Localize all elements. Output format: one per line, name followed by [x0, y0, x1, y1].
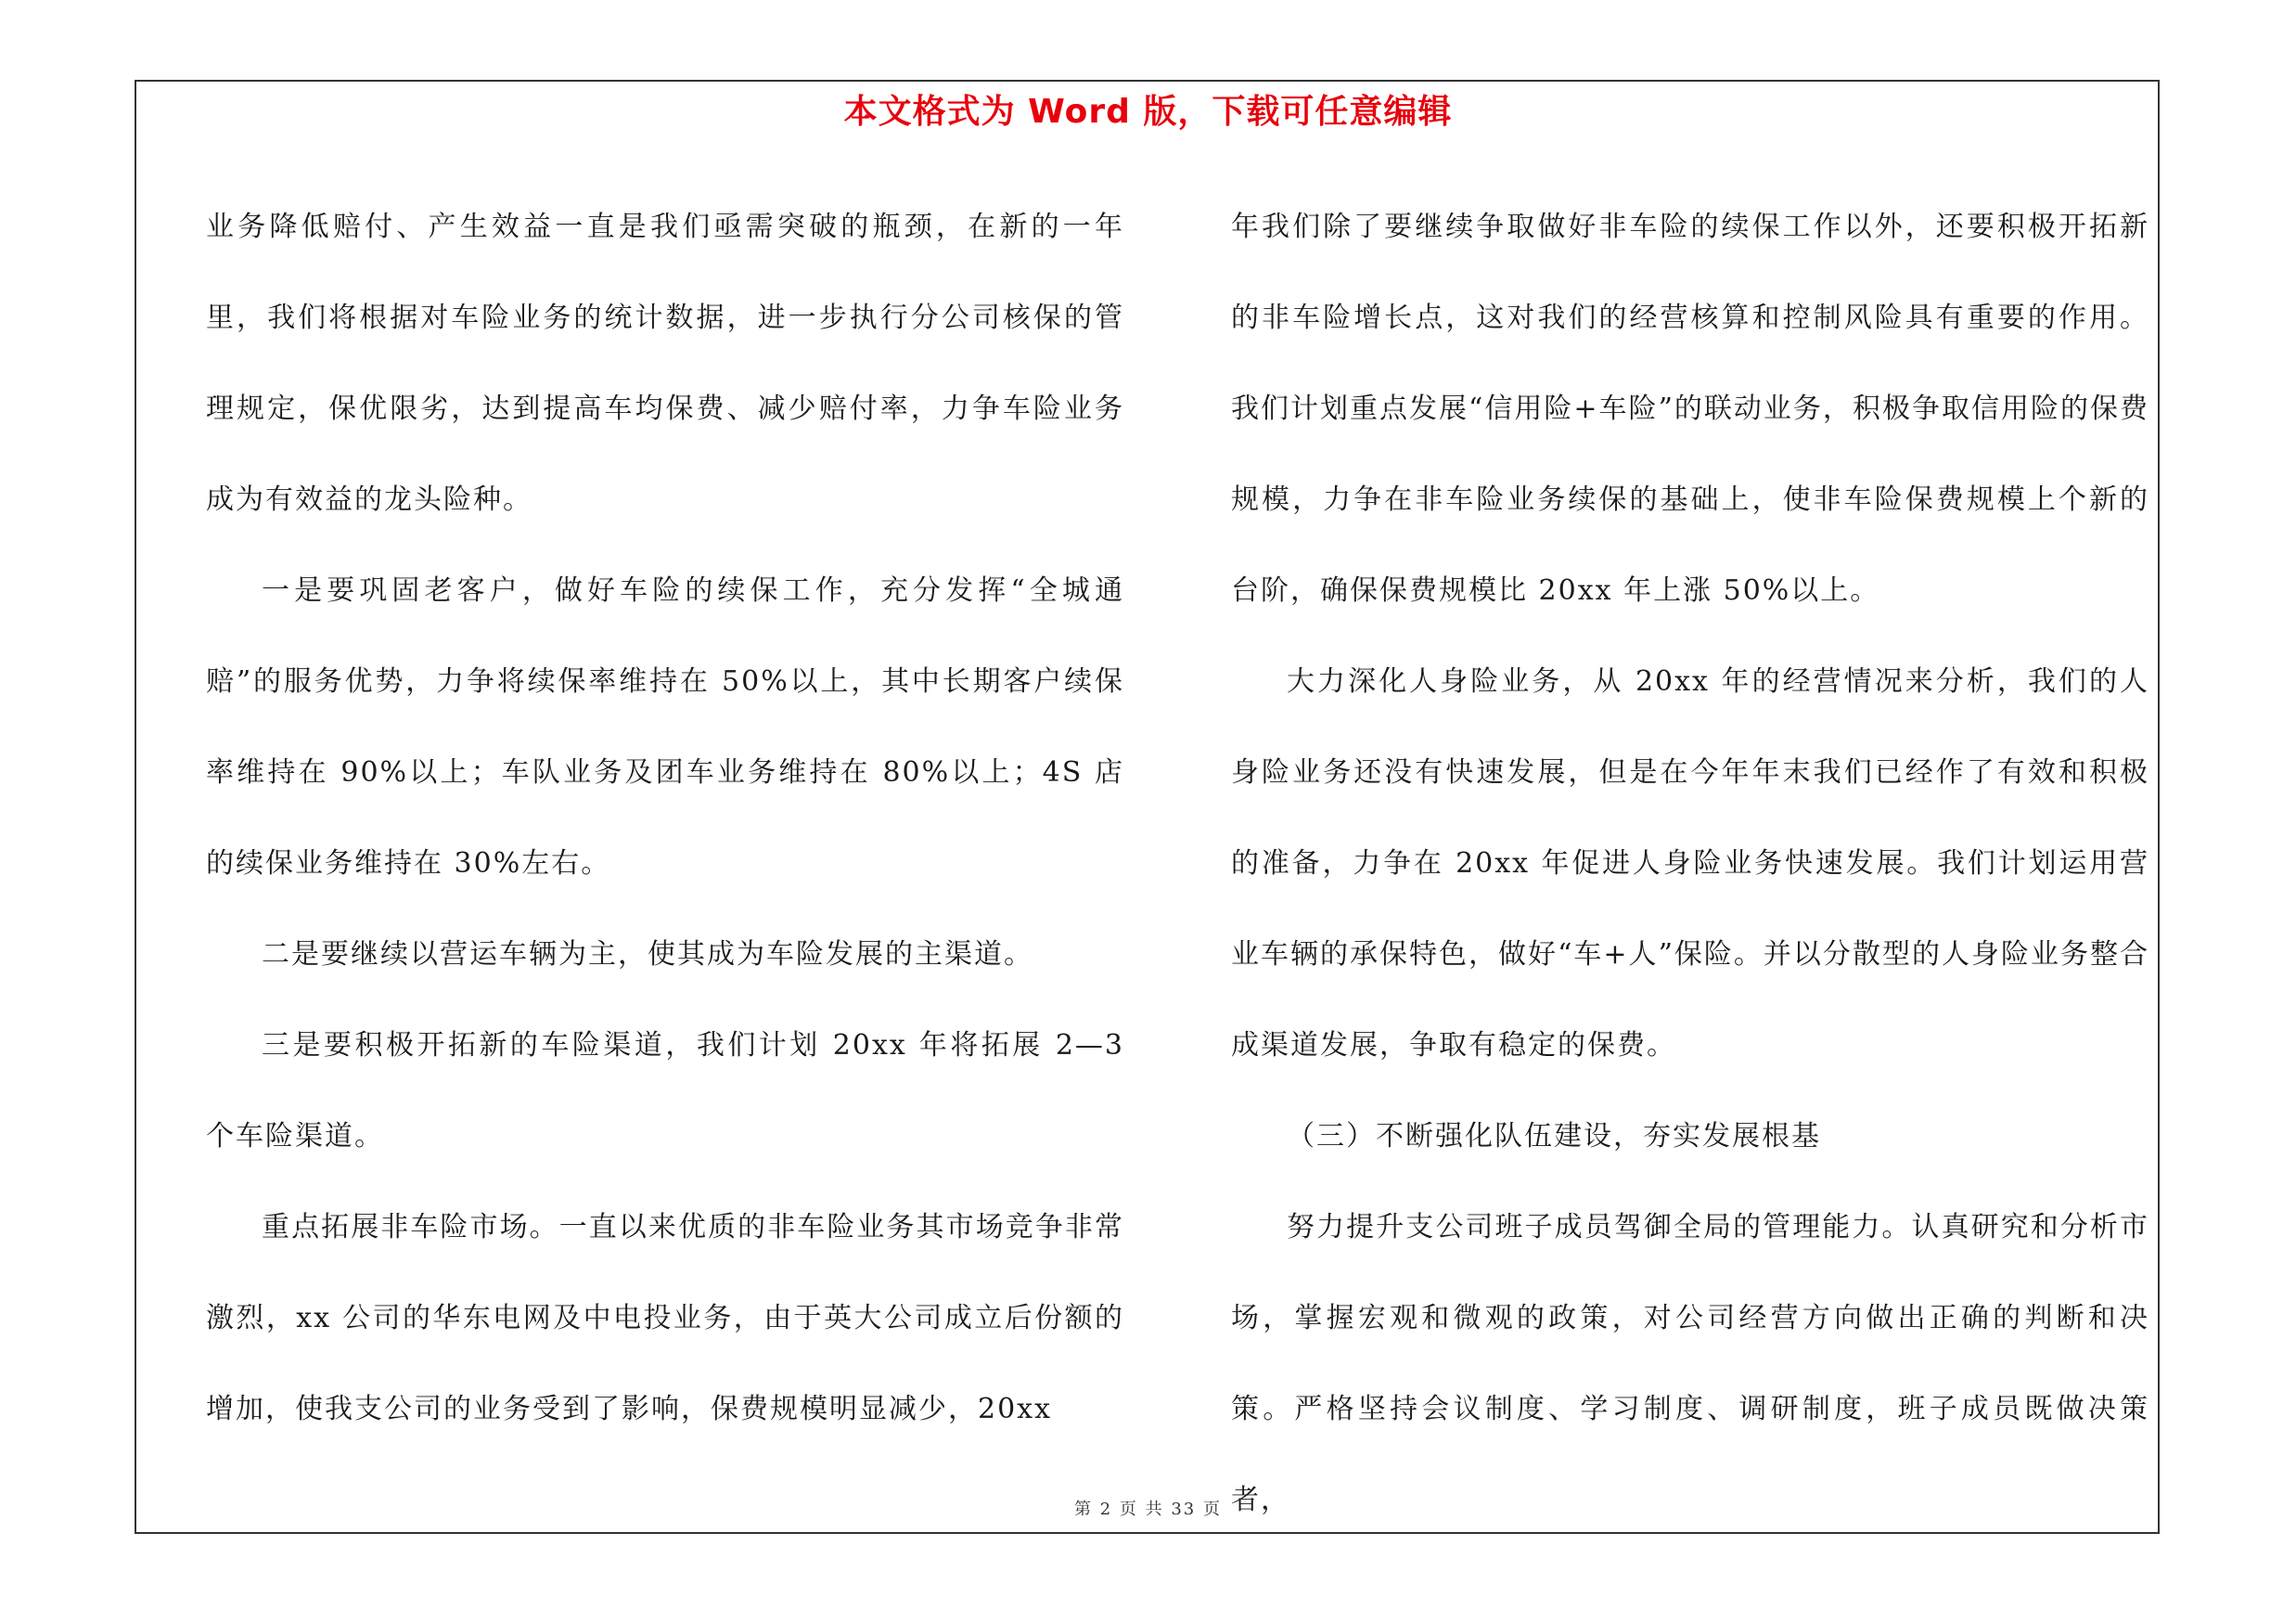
- paragraph: 业务降低赔付、产生效益一直是我们亟需突破的瓶颈，在新的一年里，我们将根据对车险业务的统计数据，进一步执行分公司核保的管理规定，保优限劣，达到提高车均保费、减少赔付率，力争车险业务成为有效益的龙头险种。: [206, 211, 1124, 516]
- paragraph: 三是要积极开拓新的车险渠道，我们计划 20xx 年将拓展 2—3 个车险渠道。: [206, 1029, 1124, 1153]
- left-column: [206, 182, 1124, 1455]
- right-column: [1231, 182, 2149, 1546]
- paragraph: 二是要继续以营运车辆为主，使其成为车险发展的主渠道。: [262, 938, 1033, 971]
- section-heading: （三）不断强化队伍建设，夯实发展根基: [1287, 1120, 1821, 1153]
- paragraph: 一是要巩固老客户，做好车险的续保工作，充分发挥“全城通赔”的服务优势，力争将续保率维持在 50%以上，其中长期客户续保率维持在 90%以上；车队业务及团车业务维持在 80%以上；4S 店的续保业务维持在 30%左右。: [206, 574, 1124, 880]
- page-number-footer: 第 2 页 共 33 页: [1074, 1500, 1222, 1519]
- format-banner: 本文格式为 Word 版，下载可任意编辑: [843, 93, 1453, 131]
- paragraph: 年我们除了要继续争取做好非车险的续保工作以外，还要积极开拓新的非车险增长点，这对我们的经营核算和控制风险具有重要的作用。我们计划重点发展“信用险+车险”的联动业务，积极争取信用险的保费规模，力争在非车险业务续保的基础上，使非车险保费规模上个新的台阶，确保保费规模比 20xx 年上涨 50%以上。: [1231, 211, 2149, 607]
- paragraph: 大力深化人身险业务，从 20xx 年的经营情况来分析，我们的人身险业务还没有快速发展，但是在今年年末我们已经作了有效和积极的准备，力争在 20xx 年促进人身险业务快速发展。我们计划运用营业车辆的承保特色，做好“车+人”保险。并以分散型的人身险业务整合成渠道发展，争取有稳定的保费。: [1231, 665, 2149, 1062]
- paragraph: 努力提升支公司班子成员驾御全局的管理能力。认真研究和分析市场，掌握宏观和微观的政策，对公司经营方向做出正确的判断和决策。严格坚持会议制度、学习制度、调研制度，班子成员既做决策者，: [1231, 1211, 2149, 1516]
- paragraph: 重点拓展非车险市场。一直以来优质的非车险业务其市场竞争非常激烈，xx 公司的华东电网及中电投业务，由于英大公司成立后份额的增加，使我支公司的业务受到了影响，保费规模明显减少，20xx: [206, 1211, 1124, 1425]
